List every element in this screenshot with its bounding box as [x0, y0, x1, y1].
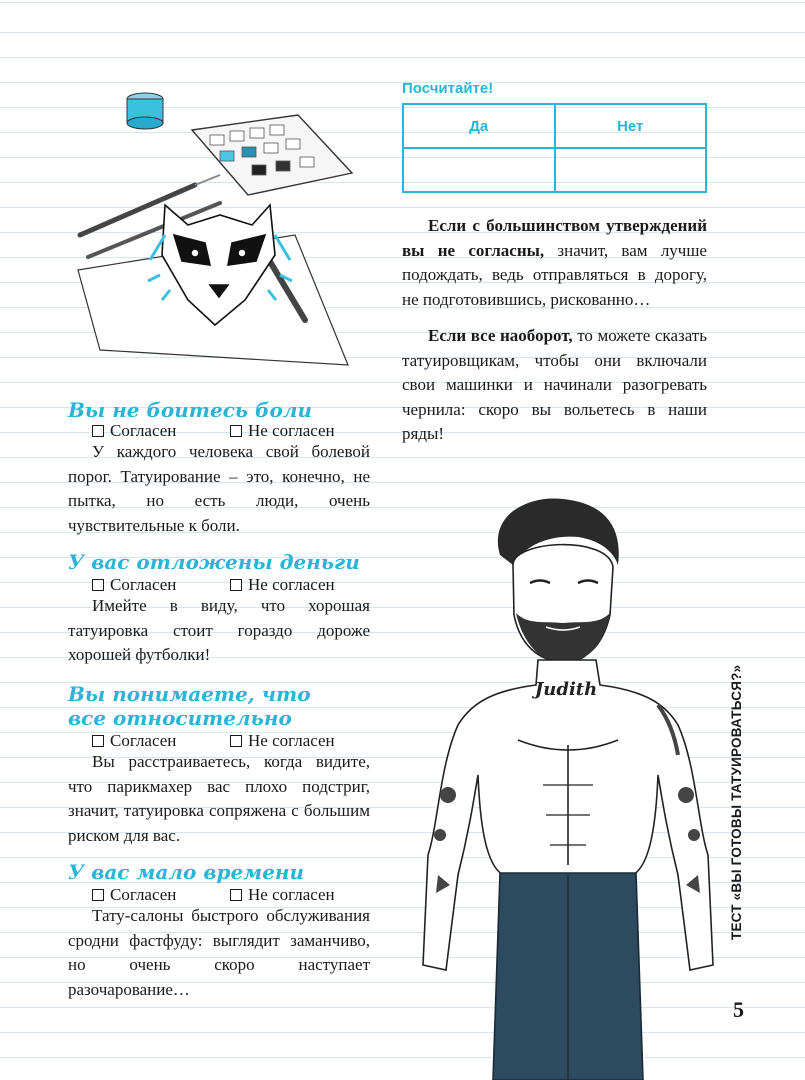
page-number: 5	[733, 997, 744, 1022]
side-running-title: ТЕСТ «ВЫ ГОТОВЫ ТАТУИРОВАТЬСЯ?»	[729, 664, 744, 940]
disagree-label: Не согласен	[248, 731, 335, 750]
checkbox-icon	[92, 735, 104, 747]
question-text-3: Вы расстраиваетесь, когда видите, что парикмахер вас плохо подстриг, значит, татуировка сопряжена с большим риском для вас.	[68, 752, 370, 845]
tattooed-man-illustration	[418, 495, 718, 1080]
disagree-label: Не согласен	[248, 885, 335, 904]
water-cup-icon	[127, 93, 163, 129]
question-text-2: Имейте в виду, что хорошая татуировка стоит гораздо дороже хорошей футболки!	[68, 596, 370, 665]
disagree-label: Не согласен	[248, 421, 335, 440]
question-text-1: У каждого человека свой болевой порог. Татуирование – это, конечно, не пытка, но есть люди, очень чувствительные к боли.	[68, 442, 370, 535]
question-title-4: У вас мало времени	[68, 860, 305, 884]
agree-label: Согласен	[110, 575, 177, 594]
conclusion-bold-2: Если все наоборот,	[428, 326, 573, 345]
agree-checkbox-1[interactable]	[92, 420, 176, 442]
checkbox-icon	[230, 889, 242, 901]
question-options-2	[92, 574, 382, 596]
checkbox-icon	[92, 889, 104, 901]
count-table-cell-yes	[403, 148, 555, 192]
question-title-3: Вы понимаете, что все относительно	[68, 682, 311, 730]
agree-label: Согласен	[110, 731, 177, 750]
question-title-1: Вы не боитесь боли	[68, 398, 312, 422]
disagree-checkbox-4[interactable]	[230, 884, 335, 906]
jeans-icon	[493, 873, 643, 1080]
question-options-4	[92, 884, 382, 906]
conclusion-paragraph-1	[402, 214, 707, 312]
disagree-label: Не согласен	[248, 575, 335, 594]
tattoo-chest-text	[532, 679, 597, 700]
agree-checkbox-3[interactable]	[92, 730, 176, 752]
agree-label: Согласен	[110, 885, 177, 904]
tattoo-sketch-illustration	[70, 85, 370, 385]
conclusion-paragraph-2	[402, 324, 707, 447]
count-table-cell-no	[555, 148, 707, 192]
paint-palette-icon	[192, 115, 352, 195]
disagree-checkbox-3[interactable]	[230, 730, 335, 752]
question-options-3	[92, 730, 382, 752]
count-box-title: Посчитайте!	[402, 80, 494, 97]
face-icon	[513, 545, 613, 665]
conclusion-text-1: значит, вам лучше подождать, ведь отправляться в дорогу, не подготовившись, рискованно…	[402, 240, 707, 309]
agree-checkbox-4[interactable]	[92, 884, 176, 906]
checkbox-icon	[230, 579, 242, 591]
disagree-checkbox-2[interactable]	[230, 574, 335, 596]
count-table-header-no: Нет	[555, 104, 707, 148]
agree-checkbox-2[interactable]	[92, 574, 176, 596]
tattoo-script: Judith	[534, 679, 598, 700]
question-options-1	[92, 420, 382, 442]
checkbox-icon	[92, 425, 104, 437]
agree-label: Согласен	[110, 421, 177, 440]
count-table	[402, 103, 707, 193]
disagree-checkbox-1[interactable]	[230, 420, 335, 442]
checkbox-icon	[92, 579, 104, 591]
question-text-4: Тату-салоны быстрого обслуживания сродни фастфуду: выглядит заманчиво, но очень скоро наступает разочарование…	[68, 906, 370, 999]
checkbox-icon	[230, 425, 242, 437]
conclusion-text-2: то можете сказать татуировщикам, чтобы они включали свои машинки и начинали разогревать чернила: скоро вы вольетесь в наши ряды!	[402, 326, 707, 444]
conclusion-bold-1: Если с большинством утверждений вы не согласны,	[402, 216, 707, 260]
checkbox-icon	[230, 735, 242, 747]
count-table-header-yes: Да	[403, 104, 555, 148]
question-title-2: У вас отложены деньги	[68, 550, 360, 574]
